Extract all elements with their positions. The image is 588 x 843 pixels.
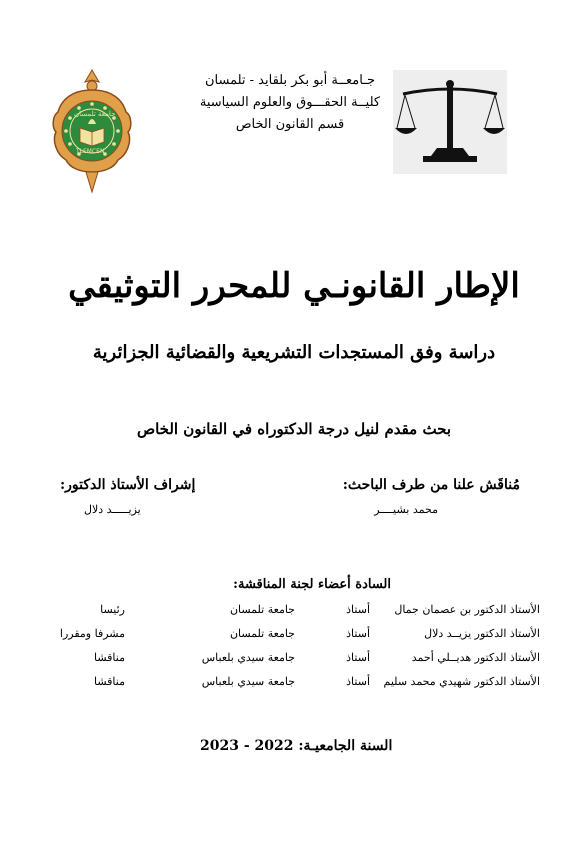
department-name: قسم القانون الخاص: [235, 117, 345, 132]
member-name: الأستاذ الدكتور شهيدي محمد سليم: [383, 675, 540, 688]
member-role: رئيسا: [100, 603, 125, 616]
faculty-name: كليــة الحقـــوق والعلوم السياسية: [199, 95, 381, 110]
member-university: جامعة تلمسان: [229, 627, 295, 640]
member-role: مشرفا ومقررا: [59, 627, 125, 640]
committee-row: [60, 603, 540, 623]
degree-statement: بحث مقدم لنيل درجة الدكتوراه في القانون الخاص: [136, 420, 452, 438]
committee-row: [60, 675, 540, 695]
supervisor-name: يزيـــــد دلال: [84, 503, 141, 516]
member-university: جامعة تلمسان: [229, 603, 295, 616]
thesis-title: الإطار القانونـي للمحرر التوثيقي: [68, 266, 520, 306]
member-rank: أستاذ: [346, 603, 370, 616]
member-rank: أستاذ: [346, 675, 370, 688]
institution-header: [170, 70, 410, 136]
supervisor-label: إشراف الأستاذ الدكتور:: [60, 477, 196, 493]
university-name: جـامعــة أبو بكر بلقايد - تلمسان: [204, 73, 376, 88]
logo-text-bottom: TLEMCEN: [76, 148, 105, 155]
logo-text-top: جامعة تلمسان: [74, 110, 116, 118]
member-rank: أستاذ: [346, 627, 370, 640]
committee-row: [60, 651, 540, 671]
member-name: الأستاذ الدكتور يزيــد دلال: [424, 627, 540, 640]
committee-row: [60, 627, 540, 647]
university-logo: [52, 68, 132, 194]
scales-of-justice-image: [393, 70, 507, 174]
member-name: الأستاذ الدكتور بن عصمان جمال: [394, 603, 540, 616]
thesis-subtitle: دراسة وفق المستجدات التشريعية والقضائية الجزائرية: [92, 342, 496, 363]
member-name: الأستاذ الدكتور هديــلي أحمد: [411, 651, 540, 664]
researcher-name: محمد بشيــــر: [374, 503, 438, 516]
member-university: جامعة سيدي بلعباس: [201, 651, 295, 664]
researcher-label: مُناقَش علنا من طرف الباحث:: [342, 477, 520, 493]
member-rank: أستاذ: [346, 651, 370, 664]
member-role: مناقشا: [94, 675, 125, 688]
scales-of-justice-icon: [393, 70, 507, 174]
committee-title: السادة أعضاء لجنة المناقشة:: [233, 577, 391, 592]
member-role: مناقشا: [94, 651, 125, 664]
member-university: جامعة سيدي بلعباس: [201, 675, 295, 688]
academic-year: السنة الجامعيـة: 2022 - 2023: [200, 738, 393, 754]
